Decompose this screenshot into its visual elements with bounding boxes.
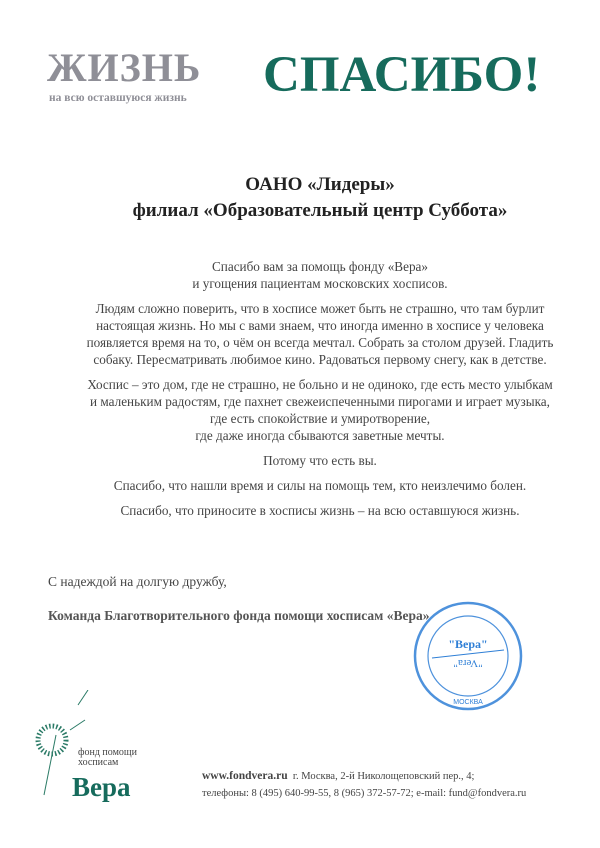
stamp-name-en: "Vera": [453, 657, 483, 669]
paragraph-6: Спасибо, что приносите в хосписы жизнь – на всю оставшуюся жизнь.: [120, 503, 520, 518]
line: и угощения пациентам московских хосписов.: [192, 276, 448, 291]
logo-line-1: фонд помощи: [78, 747, 137, 758]
logo-line-2: хосписам: [78, 757, 119, 768]
closing-line: С надеждой на долгую дружбу,: [48, 574, 227, 589]
recipient-line-1: ОАНО «Лидеры»: [245, 174, 395, 195]
zhizn-logo-title: ЖИЗНЬ: [47, 45, 202, 90]
paragraph-4: Потому что есть вы.: [263, 453, 377, 468]
paragraph-5: Спасибо, что нашли время и силы на помощь тем, кто неизлечимо болен.: [113, 478, 527, 493]
line: появляется время на то, о чём он всегда мечтал. Собрать за столом друзей. Гладить: [86, 335, 554, 350]
paragraph-2: [60, 300, 580, 368]
headline: СПАСИБО!: [263, 47, 541, 103]
stamp-seal: [412, 600, 524, 712]
footer-address-line: [202, 770, 474, 783]
paragraph-1: [60, 258, 580, 292]
letter-body: [60, 258, 580, 527]
address: г. Москва, 2-й Николощеповский пер., 4;: [292, 771, 475, 782]
line: где есть спокойствие и умиротворение,: [209, 411, 431, 426]
line: где даже иногда сбываются заветные мечты.: [195, 428, 445, 443]
line: Хоспис – это дом, где не страшно, не больно и не одиноко, где есть место улыбкам: [87, 377, 553, 392]
footer-logo-text: [78, 748, 137, 768]
signature-line: Команда Благотворительного фонда помощи хосписам «Вера»: [48, 608, 430, 623]
footer-logo-name: Вера: [72, 772, 131, 802]
footer-phones: телефоны: 8 (495) 640-99-55, 8 (965) 372-57-72; e-mail: fund@fondvera.ru: [202, 788, 527, 799]
recipient-line-2: филиал «Образовательный центр Суббота»: [132, 200, 508, 221]
stamp-city: МОСКВА: [453, 699, 483, 706]
line: собаку. Пересматривать любимое кино. Радоваться первому снегу, как в детстве.: [93, 352, 547, 367]
stamp-name: "Вера": [448, 637, 488, 651]
line: и маленьким радостям, где пахнет свежеиспеченными пирогами и играет музыка,: [90, 394, 550, 409]
zhizn-logo-subtitle: на всю оставшуюся жизнь: [49, 92, 187, 104]
paragraph-3: [60, 376, 580, 444]
line: настоящая жизнь. Но мы с вами знаем, что иногда именно в хосписе у человека: [96, 318, 544, 333]
line: Спасибо вам за помощь фонду «Вера»: [211, 259, 428, 274]
website-link[interactable]: www.fondvera.ru: [202, 770, 288, 782]
line: Людям сложно поверить, что в хосписе может быть не страшно, что там бурлит: [95, 301, 545, 316]
